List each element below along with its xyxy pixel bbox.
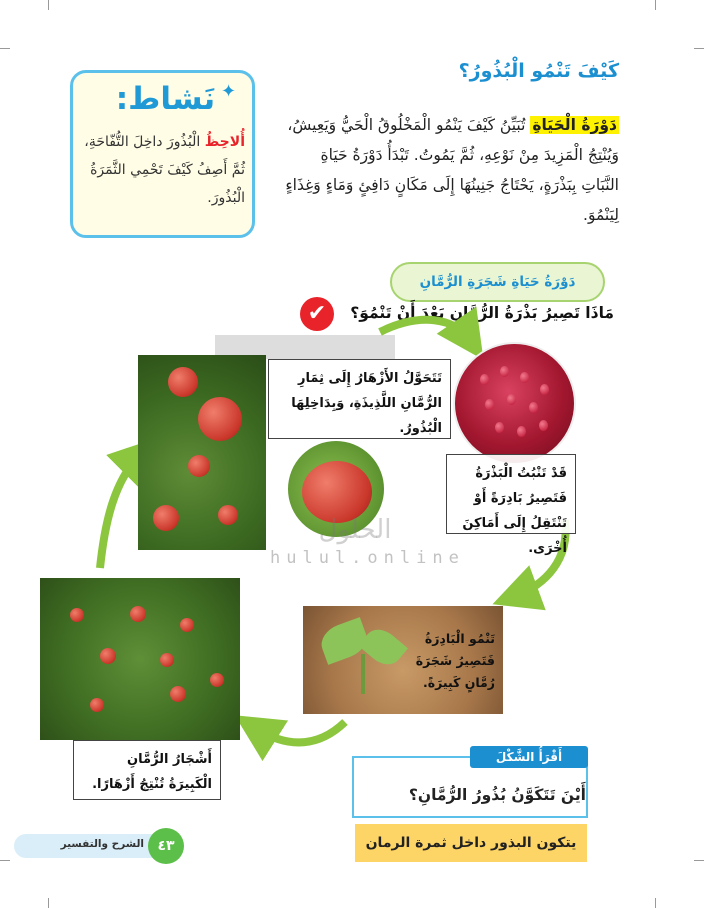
arrow-bottom [255,722,345,742]
paragraph-text: تُبَيِّنُ كَيْفَ يَنْمُو الْمَخْلُوقُ الْحَيُّ وَيَعِيشُ، وَيُنْتِجُ الْمَزِيدَ مِنْ نَوْعِهِ، ثُمَّ يَمُوتُ. تَبْدَأُ دَوْرَةُ حَيَاةِ النَّبَاتِ بِبَذْرَةٍ، يَحْتَاجُ جَنِينُهَا إِلَى مَكَانٍ دَافِئٍ وَمَاءٍ وَغِذَاءٍ لِيَنْمُوَ. [285,116,619,224]
cycle-section-title: دَوْرَةُ حَيَاةِ شَجَرَةِ الرُّمَّانِ [390,262,605,302]
pomegranate-tree-photo [40,578,240,740]
caption-big-tree: أَشْجَارُ الرُّمَّانِ الْكَبِيرَةُ تُنْتِجُ أَزْهَارًا. [73,740,221,800]
activity-body: الْبُذُورَ داخِلَ التُّفّاحَةِ، ثُمَّ أَصِفُ كَيْفَ تَحْمِي الثَّمَرَةُ الْبُذُورَ. [84,134,245,206]
read-figure-tab: أَقْرَأُ الشَّكْلَ [470,746,588,768]
caption-seedling: تَنْمُو الْبَادِرَةُ فَتَصِيرُ شَجَرَةَ رُمَّانٍ كَبِيرَةً. [415,631,495,690]
highlighted-term: دَوْرَةُ الْحَيَاةِ [532,116,617,134]
watermark-logo: الحلول [318,515,392,545]
cycle-question: مَاذَا تَصِيرُ بَذْرَةُ الرُّمَّانِ بَعْدَ أَنْ تَنْمُوَ؟ [350,304,614,322]
footer-label: الشرح والتفسير [60,838,144,850]
arrow-top [380,320,470,340]
activity-title: نَشاط: [115,81,216,117]
read-figure-question: أَيْنَ تَتَكَوَّنُ بُذُورُ الرُّمَّانِ؟ [408,786,586,804]
caption-seeds: قَدْ تَنْبُتُ الْبَذْرَةُ فَتَصِيرُ بَادِرَةً أَوْ تَنْتَقِلُ إِلَى أَمَاكِنَ أُخْرَى. [446,454,576,534]
arrow-left [100,455,140,568]
caption-fruit: تَتَحَوَّلُ الأَزْهَارُ إِلَى ثِمَارِ الرُّمَّانِ اللَّذِيذَةِ، وَبِدَاخِلِهَا الْبُذُورُ. [268,359,451,439]
page-number: ٤٣ [148,828,184,864]
watermark-site: hulul.online [270,548,465,568]
page-heading: كَيْفَ تَنْمُو الْبُذُورُ؟ [458,60,619,82]
answer-text: يتكون البذور داخل ثمرة الرمان [355,824,587,862]
sparkle-icon: ✦ [221,81,237,102]
activity-label: أُلاحِظُ [204,134,245,150]
checkmark-icon: ✔ [300,297,334,331]
